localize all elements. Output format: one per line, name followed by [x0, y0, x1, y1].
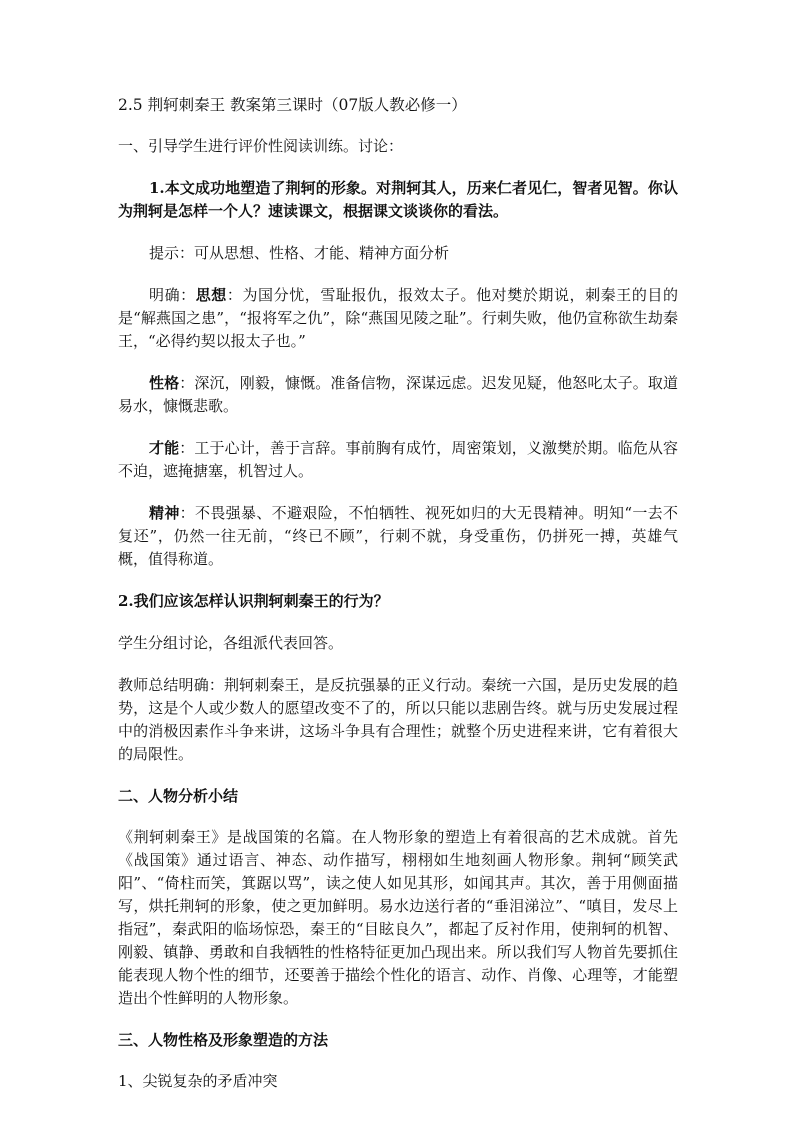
document-page [118, 94, 678, 1109]
section-heading-1: 一、引导学生进行评价性阅读训练。讨论： [118, 137, 404, 155]
ming-label: 明确： [149, 286, 196, 304]
question-1: 1.本文成功地塑造了荆轲的形象。对荆轲其人，历来仁者见仁，智者见智。你认为荆轲是怎样一个人？速读课文，根据课文谈谈你的看法。 [118, 179, 678, 220]
document-title: 2.5 荆轲刺秦王 教案第三课时（07版人教必修一） [118, 96, 467, 114]
character-paragraph [118, 372, 678, 418]
discussion-paragraph: 学生分组讨论，各组派代表回答。 [118, 634, 344, 652]
method-item-1: 1、尖锐复杂的矛盾冲突 [118, 1072, 278, 1090]
talent-paragraph [118, 437, 678, 483]
spirit-paragraph [118, 502, 678, 571]
question-2: 2.我们应该怎样认识荆轲刺秦王的行为？ [118, 592, 389, 610]
analysis-paragraph: 《荆轲刺秦王》是战国策的名篇。在人物形象的塑造上有着很高的艺术成就。首先《战国策》通过语言、神态、动作描写，栩栩如生地刻画人物形象。荆轲“顾笑武阳”、“倚柱而笑，箕踞以骂”，读之使人如见其形，如闻其声。其次，善于用侧面描写，烘托荆轲的形象，使之更加鲜明。易水边送行者的“垂泪涕泣”、“嗔目，发尽上指冠”，秦武阳的临场惊恐，秦王的“目眩良久”，都起了反衬作用，使荆轲的机智、刚毅、镇静、勇敢和自我牺牲的性格特征更加凸现出来。所以我们写人物首先要抓住能表现人物个性的细节，还要善于描绘个性化的语言、动作、肖像、心理等，才能塑造出个性鲜明的人物形象。 [118, 828, 678, 1007]
character-label: 性格 [149, 374, 180, 392]
section-heading-2: 二、人物分析小结 [118, 787, 239, 805]
thought-label: 思想 [195, 286, 227, 304]
talent-text: ：工于心计，善于言辞。事前胸有成竹，周密策划，义激樊於期。临危从容不迫，遮掩搪塞，机智过人。 [118, 439, 678, 480]
thought-paragraph [118, 284, 678, 353]
spirit-label: 精神 [149, 504, 180, 522]
teacher-summary: 教师总结明确：荆轲刺秦王，是反抗强暴的正义行动。秦统一六国，是历史发展的趋势，这是个人或少数人的愿望改变不了的，所以只能以悲剧告终。就与历史发展过程中的消极因素作斗争来讲，这场斗争具有合理性；就整个历史进程来讲，它有着很大的局限性。 [118, 676, 678, 763]
character-text: ：深沉，刚毅，慷慨。准备信物，深谋远虑。迟发见疑，他怒叱太子。取道易水，慷慨悲歌。 [118, 374, 678, 415]
hint-paragraph: 提示：可从思想、性格、才能、精神方面分析 [149, 244, 450, 262]
spirit-text: ：不畏强暴、不避艰险，不怕牺牲、视死如归的大无畏精神。明知“一去不复还”，仍然一往无前，“终已不顾”，行刺不就，身受重伤，仍拼死一搏，英雄气概，值得称道。 [118, 504, 678, 568]
section-heading-3: 三、人物性格及形象塑造的方法 [118, 1031, 329, 1049]
thought-text: ：为国分忧，雪耻报仇，报效太子。他对樊於期说，刺秦王的目的是“解燕国之患”，“报将军之仇”，除“燕国见陵之耻”。行刺失败，他仍宣称欲生劫秦王，“必得约契以报太子也。” [118, 286, 678, 350]
talent-label: 才能 [149, 439, 180, 457]
